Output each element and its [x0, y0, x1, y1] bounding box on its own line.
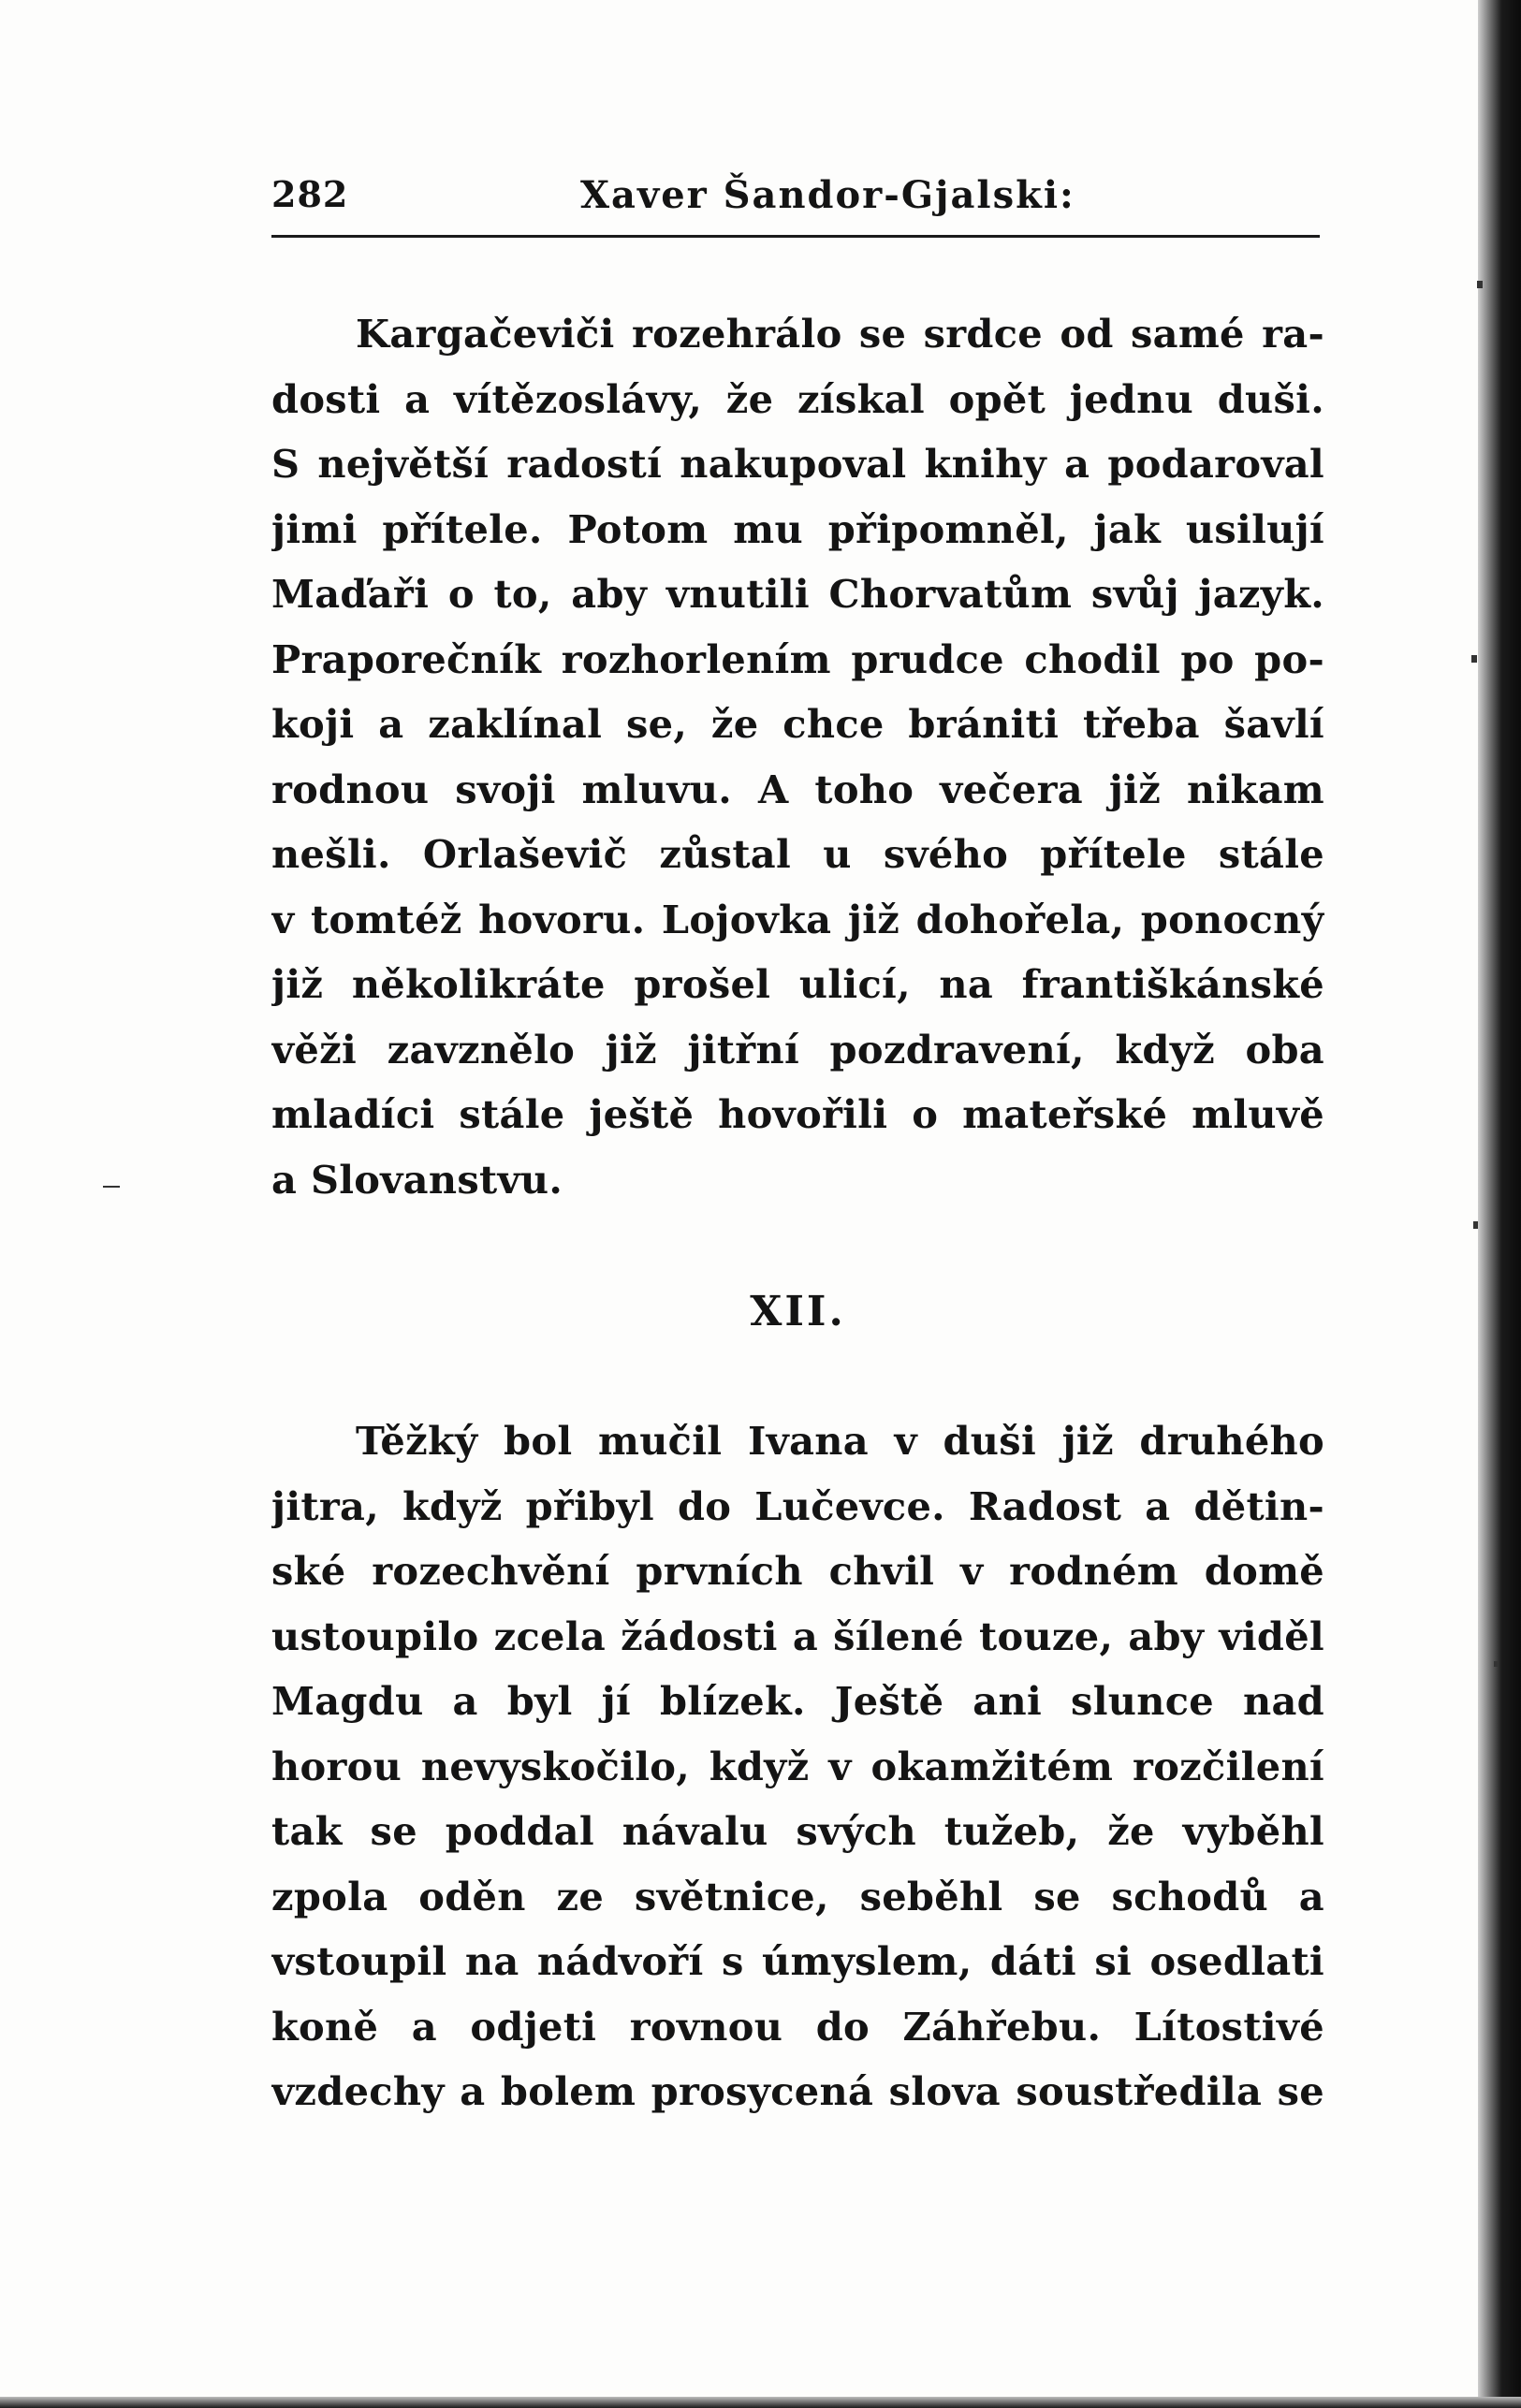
- scan-edge-bottom: [0, 2397, 1521, 2408]
- text-line: ustoupilo zcela žádosti a šílené touze, aby viděl: [271, 1613, 1324, 1659]
- text-line: rodnou svoji mluvu. A toho večera již nikam: [271, 766, 1324, 812]
- chapter-heading: XII.: [750, 1288, 846, 1335]
- scan-speck: [1473, 1221, 1478, 1229]
- text-line: věži zavznělo již jitřní pozdravení, když oba: [271, 1026, 1324, 1073]
- text-line: tak se poddal návalu svých tužeb, že vyběhl: [271, 1808, 1324, 1854]
- text-line: mladíci stále ještě hovořili o mateřské mluvě: [271, 1091, 1324, 1137]
- header-rule: [271, 235, 1320, 238]
- paragraph-1: [271, 301, 1324, 1212]
- text-line: horou nevyskočilo, když v okamžitém rozčilení: [271, 1743, 1324, 1789]
- scan-speck: [103, 1186, 120, 1188]
- running-head: Xaver Šandor-Gjalski:: [580, 173, 1075, 217]
- text-line: vzdechy a bolem prosycená slova soustředila se: [271, 2068, 1324, 2114]
- scan-edge-right: [1478, 0, 1521, 2408]
- text-line: Magdu a byl jí blízek. Ještě ani slunce nad: [271, 1678, 1324, 1724]
- text-line: nešli. Orlaševič zůstal u svého přítele stále: [271, 831, 1324, 877]
- text-line: zpola oděn ze světnice, seběhl se schodů a: [271, 1873, 1324, 1919]
- text-line: Maďaři o to, aby vnutili Chorvatům svůj jazyk.: [271, 571, 1324, 617]
- paragraph-2: [271, 1408, 1324, 2124]
- text-line: a Slovanstvu.: [271, 1156, 563, 1203]
- page-number: 282: [271, 173, 349, 215]
- text-line: koně a odjeti rovnou do Záhřebu. Lítostivé: [271, 2003, 1324, 2050]
- scan-speck: [1477, 281, 1483, 288]
- scan-speck: [1471, 655, 1477, 663]
- text-line: koji a zaklínal se, že chce brániti třeba šavlí: [271, 701, 1324, 747]
- text-line: S největší radostí nakupoval knihy a podaroval: [271, 441, 1324, 487]
- scan-speck: [1494, 1661, 1499, 1667]
- text-line: Kargačeviči rozehrálo se srdce od samé ra-: [356, 311, 1324, 357]
- text-line: jitra, když přibyl do Lučevce. Radost a dětin-: [271, 1482, 1324, 1529]
- text-line: Těžký bol mučil Ivana v duši již druhého: [356, 1418, 1324, 1464]
- text-line: Praporečník rozhorlením prudce chodil po po-: [271, 635, 1324, 682]
- text-line: ské rozechvění prvních chvil v rodném domě: [271, 1548, 1324, 1594]
- text-line: dosti a vítězoslávy, že získal opět jednu duši.: [271, 375, 1324, 422]
- text-line: již několikráte prošel ulicí, na františkánské: [271, 961, 1324, 1007]
- page-header: [271, 173, 1324, 229]
- text-line: jimi přítele. Potom mu připomněl, jak usilují: [271, 505, 1324, 552]
- text-line: v tomtéž hovoru. Lojovka již dohořela, ponocný: [271, 896, 1324, 942]
- text-line: vstoupil na nádvoří s úmyslem, dáti si osedlati: [271, 1938, 1324, 1984]
